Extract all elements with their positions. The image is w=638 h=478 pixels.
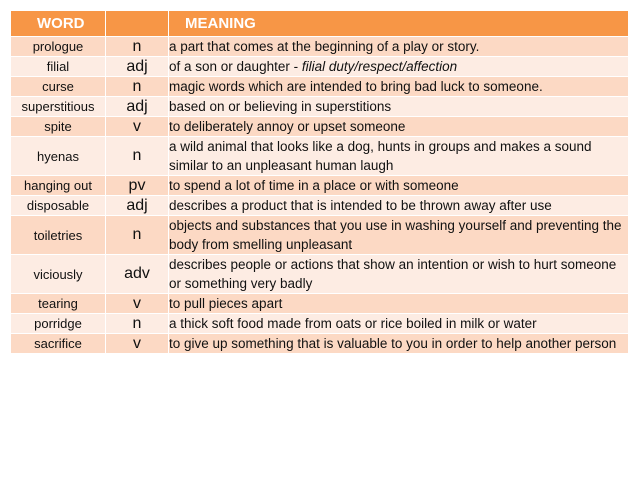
word-cell: disposable: [11, 196, 106, 216]
meaning-text: magic words which are intended to bring bad luck to someone.: [169, 79, 543, 94]
meaning-cell: [169, 137, 629, 176]
meaning-cell: [169, 216, 629, 255]
word-cell: hanging out: [11, 176, 106, 196]
table-row: [11, 334, 629, 354]
meaning-cell: [169, 255, 629, 294]
table-row: [11, 255, 629, 294]
table-row: [11, 97, 629, 117]
meaning-cell: [169, 294, 629, 314]
part-of-speech-cell: adj: [106, 97, 169, 117]
meaning-example: filial duty/respect/affection: [301, 59, 458, 74]
header-row: [11, 11, 629, 37]
part-of-speech-cell: adj: [106, 196, 169, 216]
word-cell: prologue: [11, 37, 106, 57]
meaning-cell: [169, 176, 629, 196]
meaning-text: describes a product that is intended to be thrown away after use: [169, 198, 552, 213]
word-cell: tearing: [11, 294, 106, 314]
word-cell: hyenas: [11, 137, 106, 176]
meaning-cell: [169, 117, 629, 137]
meaning-cell: [169, 37, 629, 57]
meaning-text: to pull pieces apart: [169, 296, 283, 311]
table-row: [11, 216, 629, 255]
meaning-text: to give up something that is valuable to you in order to help another person: [169, 336, 617, 351]
meaning-cell: [169, 57, 629, 77]
word-cell: porridge: [11, 314, 106, 334]
meaning-text: based on or believing in superstitions: [169, 99, 392, 114]
meaning-text: a wild animal that looks like a dog, hunts in groups and makes a sound similar to an unpleasant human laugh: [169, 139, 592, 173]
header-word: WORD: [11, 11, 106, 37]
part-of-speech-cell: n: [106, 137, 169, 176]
part-of-speech-cell: pv: [106, 176, 169, 196]
header-meaning: MEANING: [169, 11, 629, 37]
table-row: [11, 37, 629, 57]
table-row: [11, 57, 629, 77]
table-row: [11, 77, 629, 97]
meaning-text: a part that comes at the beginning of a play or story.: [169, 39, 480, 54]
table-row: [11, 137, 629, 176]
word-cell: curse: [11, 77, 106, 97]
part-of-speech-cell: n: [106, 216, 169, 255]
part-of-speech-cell: adj: [106, 57, 169, 77]
word-cell: filial: [11, 57, 106, 77]
table-row: [11, 314, 629, 334]
header-pos: [106, 11, 169, 37]
meaning-cell: [169, 97, 629, 117]
table-row: [11, 294, 629, 314]
part-of-speech-cell: n: [106, 314, 169, 334]
meaning-cell: [169, 334, 629, 354]
part-of-speech-cell: v: [106, 117, 169, 137]
word-cell: sacrifice: [11, 334, 106, 354]
table-row: [11, 117, 629, 137]
part-of-speech-cell: v: [106, 334, 169, 354]
meaning-cell: [169, 314, 629, 334]
meaning-text: to deliberately annoy or upset someone: [169, 119, 406, 134]
meaning-text: describes people or actions that show an intention or wish to hurt someone or something very badly: [169, 257, 617, 291]
meaning-text: objects and substances that you use in washing yourself and preventing the body from smelling unpleasant: [169, 218, 622, 252]
table-row: [11, 196, 629, 216]
vocabulary-table: [10, 10, 629, 354]
part-of-speech-cell: n: [106, 37, 169, 57]
word-cell: spite: [11, 117, 106, 137]
meaning-text: of a son or daughter -: [169, 59, 302, 74]
meaning-text: a thick soft food made from oats or rice boiled in milk or water: [169, 316, 537, 331]
meaning-cell: [169, 77, 629, 97]
word-cell: toiletries: [11, 216, 106, 255]
word-cell: superstitious: [11, 97, 106, 117]
part-of-speech-cell: v: [106, 294, 169, 314]
part-of-speech-cell: adv: [106, 255, 169, 294]
meaning-text: to spend a lot of time in a place or with someone: [169, 178, 459, 193]
part-of-speech-cell: n: [106, 77, 169, 97]
table-row: [11, 176, 629, 196]
meaning-cell: [169, 196, 629, 216]
word-cell: viciously: [11, 255, 106, 294]
